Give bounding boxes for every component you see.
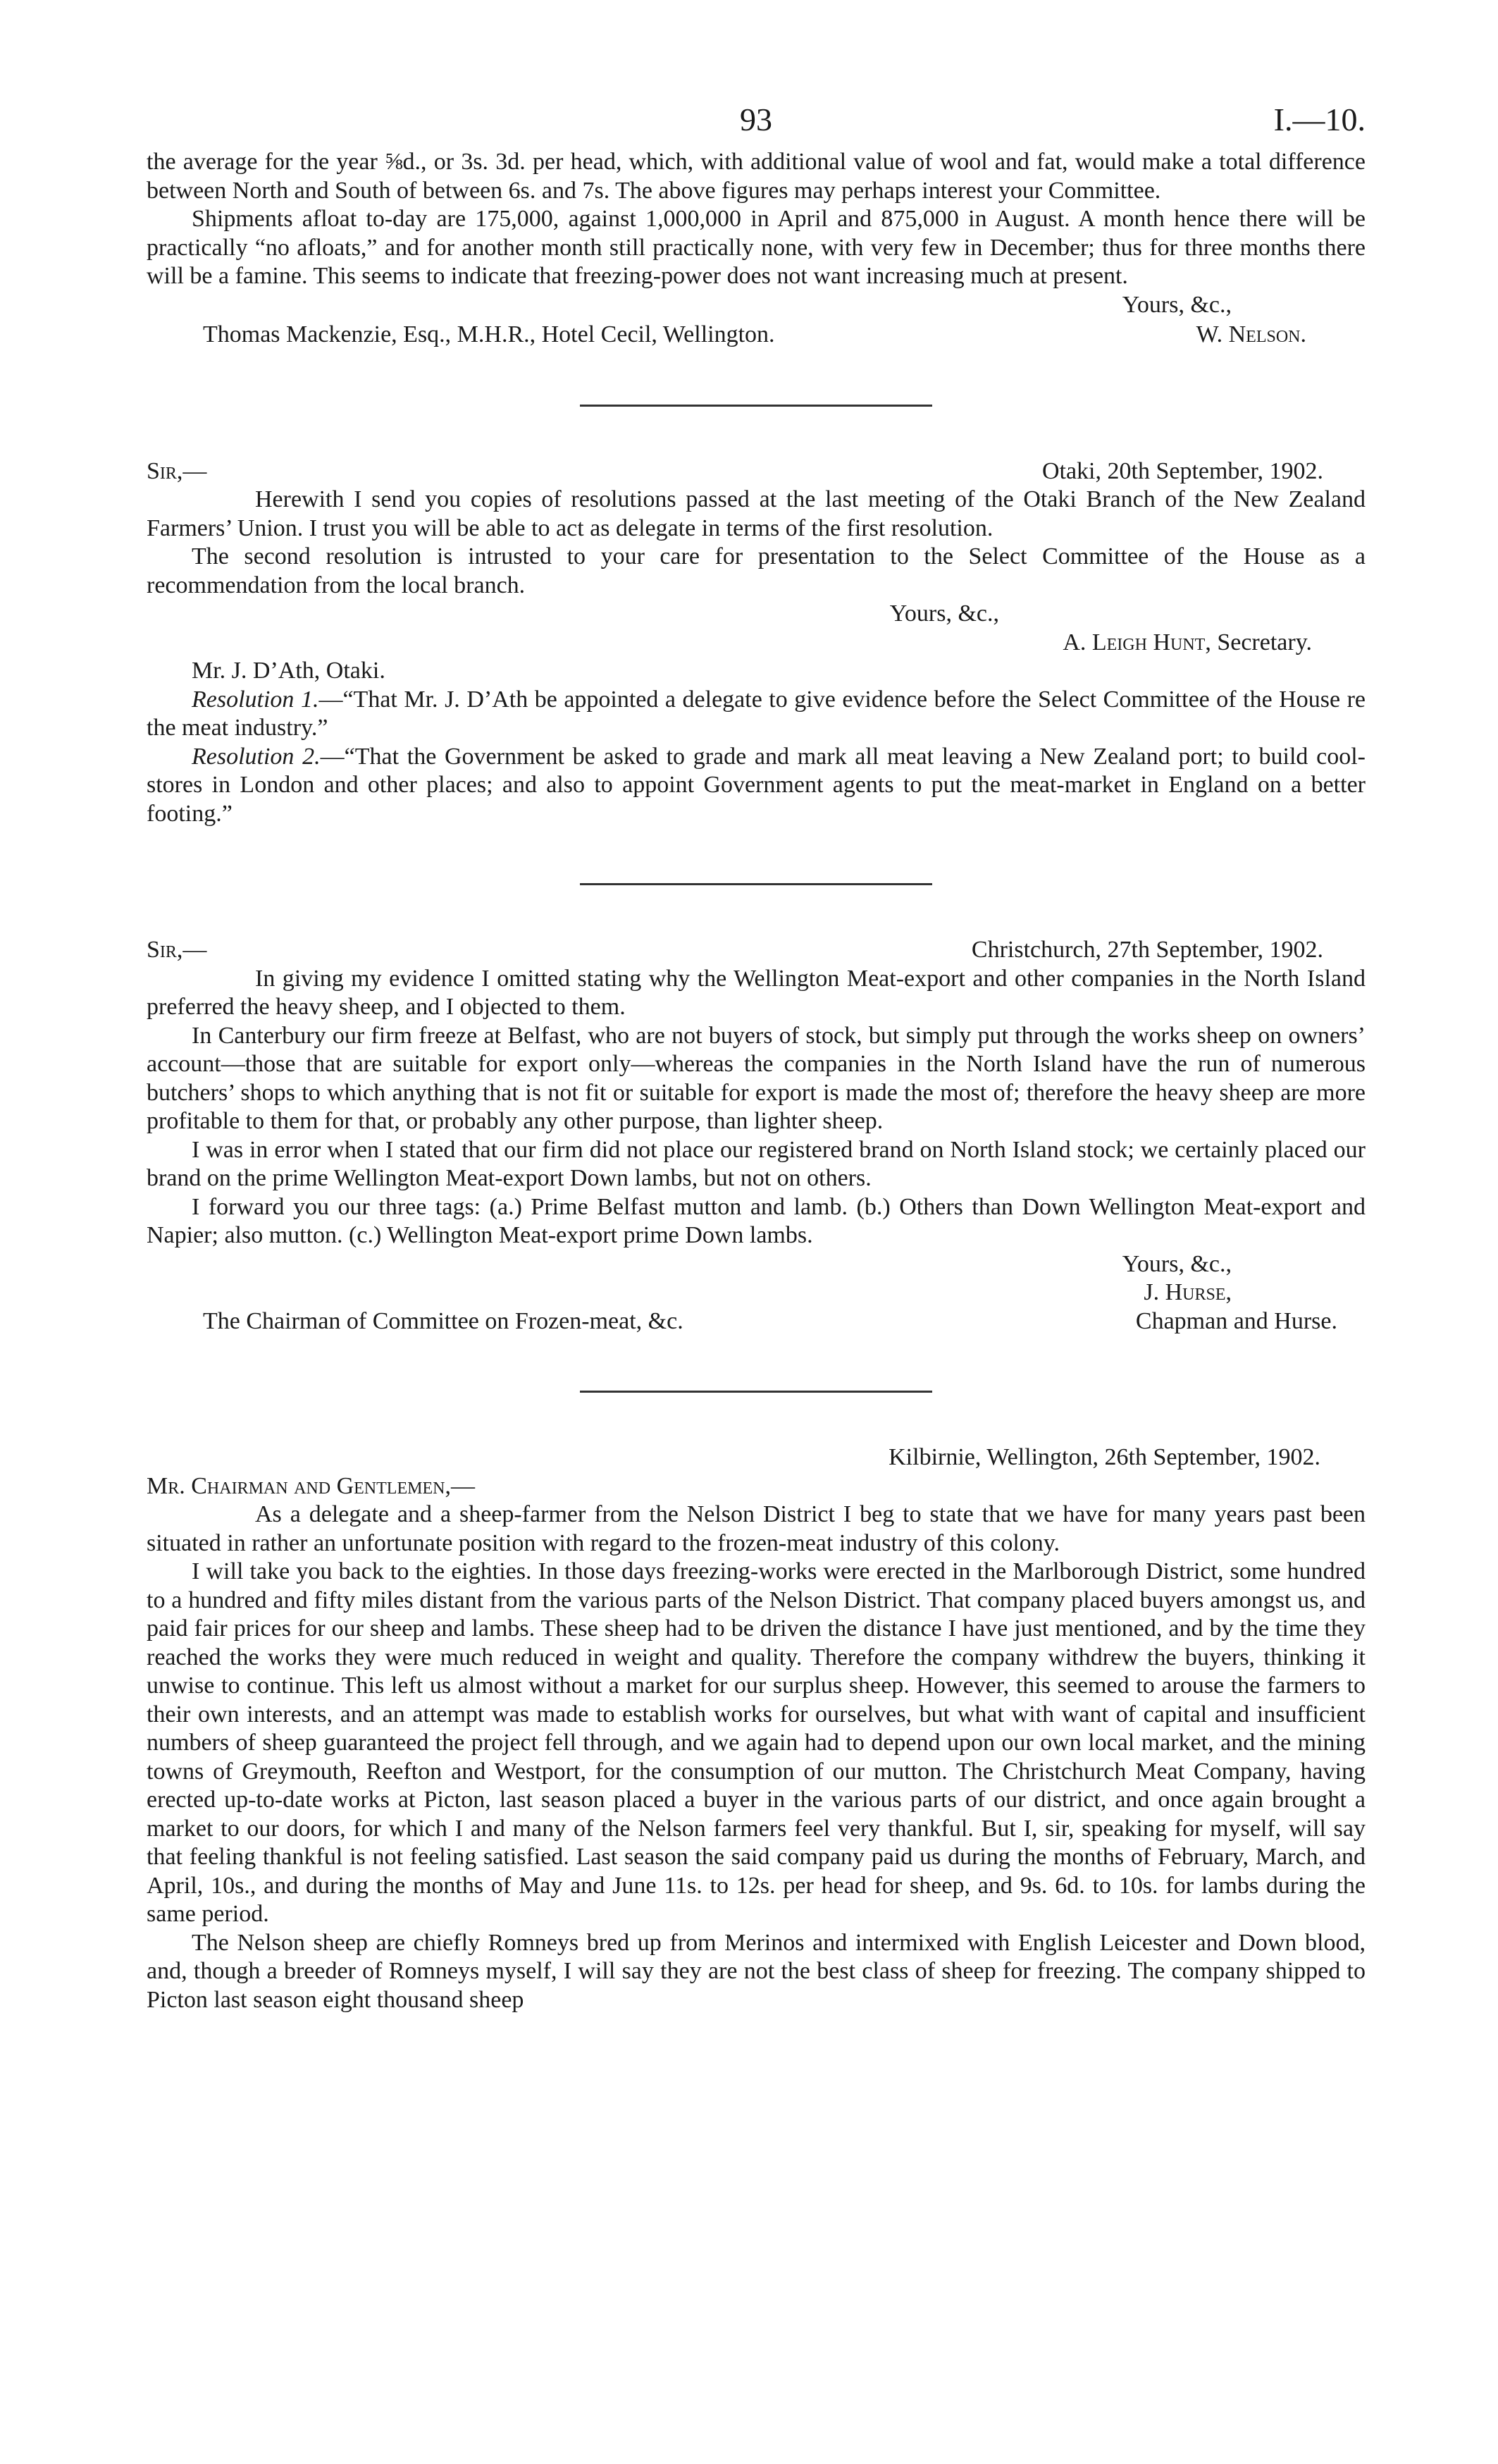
signature <box>147 629 1366 658</box>
signature-name: A. Leigh Hunt, <box>1063 629 1211 655</box>
paragraph: The Nelson sheep are chiefly Romneys bred up from Merinos and intermixed with English Leicester and Down blood, and, though a breeder of Romneys myself, I will say they are not the best class of sheep for freezing. The company shipped to Picton last season eight thousand sheep <box>147 1929 1366 2013</box>
paragraph: I was in error when I stated that our firm did not place our registered brand on North Island stock; we certainly placed our brand on the prime Wellington Meat-export Down lambs, but not on others. <box>147 1136 1366 1191</box>
signature-title: Secretary. <box>1217 629 1312 655</box>
salutation-line <box>147 936 1366 965</box>
signature-row <box>147 321 1366 350</box>
paragraph: Herewith I send you copies of resolutions passed at the last meeting of the Otaki Branch of the New Zealand Farmers’ Union. I trust you will be able to act as delegate in terms of the first resolution. <box>147 486 1366 541</box>
paragraph: I forward you our three tags: (a.) Prime Belfast mutton and lamb. (b.) Others than Down Wellington Meat-export and Napier; also mutton. (c.) Wellington Meat-export prime Down lambs. <box>147 1193 1366 1248</box>
letter-nelson <box>147 148 1366 350</box>
document-reference: I.—10. <box>1273 101 1366 137</box>
paragraph: As a delegate and a sheep-farmer from the Nelson District I beg to state that we have for many years past been situated in rather an unfortunate position with regard to the frozen-meat industry of this colony. <box>147 1501 1366 1556</box>
resolution-text: —“That the Government be asked to grade and mark all meat leaving a New Zealand port; to build cool-stores in London and other places; and also to appoint Government agents to put the meat-market in England on a better footing.” <box>147 743 1366 827</box>
salutation: Sir,— <box>147 457 207 484</box>
resolution-label: Resolution 2. <box>192 743 321 770</box>
addressee: Thomas Mackenzie, Esq., M.H.R., Hotel Cecil, Wellington. <box>203 321 775 347</box>
paragraph: I will take you back to the eighties. In those days freezing-works were erected in the Marlborough District, some hundred to a hundred and fifty miles distant from the various parts of the Nelson District. That company placed buyers amongst us, and paid fair prices for our sheep and lambs. These sheep had to be driven the distance I have just mentioned, and by the time they reached the works they were much reduced in weight and quality. Therefore the company withdrew the buyers, thinking it unwise to continue. This left us almost without a market for our surplus sheep. However, this seemed to arouse the farmers to their own interests, and an attempt was made to establish works for ourselves, but what with want of capital and insufficient numbers of sheep guaranteed the project fell through, and we again had to depend upon our own local market, and the mining towns of Greymouth, Reefton and Westport, for the consumption of our mutton. The Christchurch Meat Company, having erected up-to-date works at Picton, last season placed a buyer in the various parts of our district, and once again brought a market to our doors, for which I and many of the Nelson farmers feel very thankful. But I, sir, speaking for myself, will say that feeling thankful is not feeling satisfied. Last season the said company paid us during the months of February, March, and April, 10s., and during the months of May and June 11s. to 12s. per head for sheep, and 9s. 6d. to 10s. for lambs during the same period. <box>147 1558 1366 1927</box>
letter-kilbirnie <box>147 1443 1366 2014</box>
signature-firm: Chapman and Hurse. <box>1135 1307 1337 1334</box>
paragraph: the average for the year ⅝d., or 3s. 3d. per head, which, with additional value of wool and fat, would make a total difference between North and South of between 6s. and 7s. The above figures may perhaps interest your Committee. <box>147 149 1366 204</box>
paragraph: The second resolution is intrusted to your care for presentation to the Select Committee of the House as a recommendation from the local branch. <box>147 543 1366 598</box>
signature-name: J. Hurse, <box>1144 1279 1232 1305</box>
letter-date: Kilbirnie, Wellington, 26th September, 1902. <box>889 1444 1320 1470</box>
signature-row <box>147 1307 1366 1336</box>
resolution-1 <box>147 686 1366 743</box>
letter-christchurch <box>147 936 1366 1336</box>
section-divider <box>580 405 932 407</box>
page-number: 93 <box>740 101 772 137</box>
letter-date: Otaki, 20th September, 1902. <box>1041 457 1323 484</box>
letter-date: Christchurch, 27th September, 1902. <box>971 937 1323 963</box>
resolution-2 <box>147 743 1366 829</box>
addressee: The Chairman of Committee on Frozen-meat, &c. <box>203 1307 683 1334</box>
section-divider <box>580 1391 932 1393</box>
closing: Yours, &c., <box>1122 291 1232 318</box>
paragraph: In giving my evidence I omitted stating why the Wellington Meat-export and other companies in the North Island preferred the heavy sheep, and I objected to them. <box>147 965 1366 1020</box>
paragraph: In Canterbury our firm freeze at Belfast, who are not buyers of stock, but simply put through the works sheep on owners’ account—those that are suitable for export only—whereas the companies in the North Island have the run of numerous butchers’ shops to which anything that is not fit or suitable for export is made the most of; therefore the heavy sheep are more profitable to them for that, or probably any other purpose, than lighter sheep. <box>147 1022 1366 1134</box>
paragraph: Shipments afloat to-day are 175,000, against 1,000,000 in April and 875,000 in August. A month hence there will be practically “no afloats,” and for another month still practically none, with very few in December; thus for three months there will be a famine. This seems to indicate that freezing-power does not want increasing much at present. <box>147 206 1366 289</box>
salutation: Sir,— <box>147 937 207 963</box>
closing: Yours, &c., <box>1122 1250 1232 1277</box>
closing: Yours, &c., <box>889 600 999 627</box>
resolution-text: —“That Mr. J. D’Ath be appointed a delegate to give evidence before the Select Committee of the House re the meat industry.” <box>147 686 1366 741</box>
signature: W. Nelson. <box>1196 321 1306 347</box>
page-header <box>147 101 1366 148</box>
salutation: Mr. Chairman and Gentlemen,— <box>147 1472 475 1499</box>
resolution-label: Resolution 1. <box>192 686 319 713</box>
addressee: Mr. J. D’Ath, Otaki. <box>192 658 385 684</box>
letter-otaki <box>147 457 1366 829</box>
salutation-line <box>147 457 1366 486</box>
section-divider <box>580 883 932 885</box>
